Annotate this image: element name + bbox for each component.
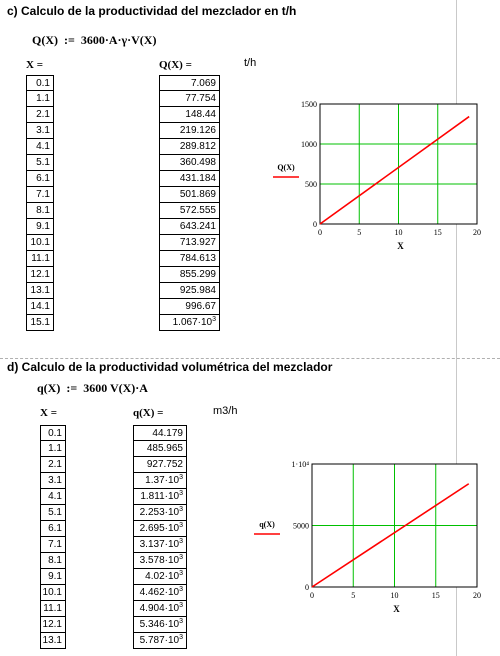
x-value-cell: 11.1 bbox=[26, 251, 54, 267]
x-value-cell: 10.1 bbox=[40, 585, 66, 601]
section-d-title: d) Calculo de la productividad volumétrica del mezclador bbox=[7, 360, 333, 374]
formula-lhs: Q(X) bbox=[32, 33, 58, 47]
q-value-cell bbox=[133, 489, 187, 505]
formula-lhs: q(X) bbox=[37, 381, 61, 395]
cell-mantissa: 572.555 bbox=[179, 205, 216, 216]
q-value-cell bbox=[133, 473, 187, 489]
x-tick-label: 0 bbox=[310, 591, 314, 600]
x-axis-label: X bbox=[397, 241, 404, 251]
q-value-cell bbox=[159, 315, 220, 331]
y-tick-label: 5000 bbox=[293, 521, 309, 531]
x-value-cell: 0.1 bbox=[26, 75, 54, 91]
x-tick-label: 10 bbox=[390, 591, 399, 600]
q-value-cell bbox=[133, 553, 187, 569]
cell-mantissa: 5.787·10 bbox=[139, 635, 180, 646]
y-tick-label: 1500 bbox=[301, 100, 317, 109]
x-value-cell: 7.1 bbox=[40, 537, 66, 553]
cell-exponent: 3 bbox=[179, 506, 183, 513]
cell-mantissa: 148.44 bbox=[185, 109, 216, 120]
x-tick-label: 15 bbox=[433, 228, 442, 237]
q-value-cell bbox=[159, 107, 220, 123]
x-tick-label: 0 bbox=[318, 228, 322, 237]
q-value-cell bbox=[159, 203, 220, 219]
cell-mantissa: 2.253·10 bbox=[139, 507, 180, 518]
x-value-cell: 3.1 bbox=[26, 123, 54, 139]
x-value-cell: 1.1 bbox=[26, 91, 54, 107]
q-value-cell bbox=[159, 91, 220, 107]
x-value-cell: 7.1 bbox=[26, 187, 54, 203]
formula-rhs: 3600 V(X)·A bbox=[83, 381, 148, 395]
x-value-cell: 9.1 bbox=[40, 569, 66, 585]
q-value-cell bbox=[133, 617, 187, 633]
formula-rhs: 3600·A·γ·V(X) bbox=[80, 33, 157, 47]
x-value-cell: 14.1 bbox=[26, 299, 54, 315]
x-column-header: X = bbox=[26, 59, 43, 71]
formula-assign: := bbox=[63, 381, 81, 395]
cell-mantissa: 360.498 bbox=[179, 157, 216, 168]
q-value-cell bbox=[159, 139, 220, 155]
cell-mantissa: 2.695·10 bbox=[139, 523, 180, 534]
cell-mantissa: 7.069 bbox=[190, 78, 216, 89]
cell-exponent: 3 bbox=[179, 522, 183, 529]
q-value-cell bbox=[133, 569, 187, 585]
q-value-cell bbox=[159, 171, 220, 187]
q-value-cell bbox=[159, 299, 220, 315]
q-value-cell bbox=[133, 537, 187, 553]
section-d-formula[interactable] bbox=[37, 381, 148, 396]
productivity-chart[interactable] bbox=[270, 96, 485, 256]
cell-mantissa: 1.811·10 bbox=[140, 491, 180, 502]
cell-mantissa: 855.299 bbox=[179, 269, 216, 280]
cell-mantissa: 784.613 bbox=[179, 253, 216, 264]
q-value-cell bbox=[133, 505, 187, 521]
q-value-cell bbox=[159, 219, 220, 235]
x-value-cell: 11.1 bbox=[40, 601, 66, 617]
y-tick-label: 500 bbox=[305, 180, 317, 189]
x-value-cell: 6.1 bbox=[26, 171, 54, 187]
q-value-cell bbox=[159, 235, 220, 251]
x-value-cell: 4.1 bbox=[26, 139, 54, 155]
unit-label: m3/h bbox=[213, 405, 238, 417]
cell-mantissa: 44.179 bbox=[152, 428, 183, 439]
x-value-cell: 10.1 bbox=[26, 235, 54, 251]
y-axis-label: q(X) bbox=[259, 520, 275, 529]
cell-mantissa: 219.126 bbox=[179, 125, 216, 136]
x-value-table[interactable] bbox=[26, 75, 54, 331]
x-value-cell: 13.1 bbox=[40, 633, 66, 649]
cell-exponent: 3 bbox=[179, 586, 183, 593]
x-value-cell: 6.1 bbox=[40, 521, 66, 537]
x-axis-label: X bbox=[393, 604, 400, 614]
x-value-cell: 3.1 bbox=[40, 473, 66, 489]
cell-exponent: 3 bbox=[179, 554, 183, 561]
volumetric-productivity-chart[interactable] bbox=[252, 450, 487, 620]
x-value-cell: 0.1 bbox=[40, 425, 66, 441]
q-value-table[interactable] bbox=[133, 425, 187, 649]
q-value-cell bbox=[133, 425, 187, 441]
region-divider-horizontal bbox=[0, 358, 500, 359]
q-value-cell bbox=[133, 633, 187, 649]
q-column-header: Q(X) = bbox=[159, 59, 192, 71]
q-value-cell bbox=[159, 155, 220, 171]
cell-exponent: 3 bbox=[179, 602, 183, 609]
x-value-cell: 8.1 bbox=[40, 553, 66, 569]
q-value-cell bbox=[159, 75, 220, 91]
cell-mantissa: 925.984 bbox=[179, 285, 216, 296]
cell-mantissa: 927.752 bbox=[146, 459, 183, 470]
x-tick-label: 20 bbox=[473, 228, 481, 237]
x-tick-label: 5 bbox=[351, 591, 356, 600]
cell-mantissa: 643.241 bbox=[179, 221, 216, 232]
x-value-cell: 4.1 bbox=[40, 489, 66, 505]
x-value-cell: 8.1 bbox=[26, 203, 54, 219]
cell-mantissa: 4.02·10 bbox=[145, 571, 180, 582]
y-tick-label: 1·10⁴ bbox=[291, 460, 309, 469]
q-value-cell bbox=[133, 521, 187, 537]
cell-exponent: 3 bbox=[179, 618, 183, 625]
q-value-table[interactable] bbox=[159, 75, 220, 331]
q-value-cell bbox=[159, 283, 220, 299]
cell-mantissa: 501.869 bbox=[179, 189, 216, 200]
cell-mantissa: 1.067·10 bbox=[172, 317, 213, 328]
x-value-cell: 2.1 bbox=[26, 107, 54, 123]
cell-exponent: 3 bbox=[179, 490, 183, 497]
y-tick-label: 1000 bbox=[301, 140, 317, 149]
x-value-cell: 1.1 bbox=[40, 441, 66, 457]
x-tick-label: 20 bbox=[473, 591, 481, 600]
unit-label: t/h bbox=[244, 57, 257, 69]
x-value-table[interactable] bbox=[40, 425, 66, 649]
q-value-cell bbox=[133, 601, 187, 617]
x-value-cell: 9.1 bbox=[26, 219, 54, 235]
cell-mantissa: 996.67 bbox=[185, 301, 216, 312]
cell-mantissa: 713.927 bbox=[179, 237, 216, 248]
x-value-cell: 5.1 bbox=[40, 505, 66, 521]
section-c-title: c) Calculo de la productividad del mezclador en t/h bbox=[7, 4, 297, 18]
x-value-cell: 15.1 bbox=[26, 315, 54, 331]
cell-mantissa: 5.346·10 bbox=[139, 619, 180, 630]
cell-mantissa: 4.462·10 bbox=[139, 587, 180, 598]
x-value-cell: 12.1 bbox=[40, 617, 66, 633]
y-tick-label: 0 bbox=[313, 220, 317, 229]
x-value-cell: 5.1 bbox=[26, 155, 54, 171]
cell-exponent: 3 bbox=[212, 316, 216, 323]
q-value-cell bbox=[159, 251, 220, 267]
cell-mantissa: 1.37·10 bbox=[145, 475, 180, 486]
cell-mantissa: 3.578·10 bbox=[139, 555, 180, 566]
y-axis-label: Q(X) bbox=[277, 163, 295, 172]
cell-mantissa: 77.754 bbox=[185, 93, 216, 104]
x-tick-label: 5 bbox=[357, 228, 362, 237]
x-tick-label: 15 bbox=[431, 591, 440, 600]
q-value-cell bbox=[133, 457, 187, 473]
cell-exponent: 3 bbox=[179, 538, 183, 545]
q-value-cell bbox=[159, 123, 220, 139]
x-tick-label: 10 bbox=[394, 228, 403, 237]
cell-mantissa: 3.137·10 bbox=[139, 539, 180, 550]
cell-exponent: 3 bbox=[179, 474, 183, 481]
cell-mantissa: 4.904·10 bbox=[139, 603, 180, 614]
q-value-cell bbox=[133, 585, 187, 601]
y-tick-label: 0 bbox=[305, 583, 309, 592]
q-value-cell bbox=[133, 441, 187, 457]
q-value-cell bbox=[159, 187, 220, 203]
q-column-header: q(X) = bbox=[133, 407, 164, 419]
section-c-formula[interactable] bbox=[32, 33, 156, 48]
cell-mantissa: 485.965 bbox=[146, 443, 183, 454]
cell-exponent: 3 bbox=[179, 634, 183, 641]
x-value-cell: 12.1 bbox=[26, 267, 54, 283]
cell-exponent: 3 bbox=[179, 570, 183, 577]
formula-assign: := bbox=[61, 33, 78, 47]
cell-mantissa: 289.812 bbox=[179, 141, 216, 152]
cell-mantissa: 431.184 bbox=[179, 173, 216, 184]
q-value-cell bbox=[159, 267, 220, 283]
x-column-header: X = bbox=[40, 407, 57, 419]
x-value-cell: 2.1 bbox=[40, 457, 66, 473]
x-value-cell: 13.1 bbox=[26, 283, 54, 299]
